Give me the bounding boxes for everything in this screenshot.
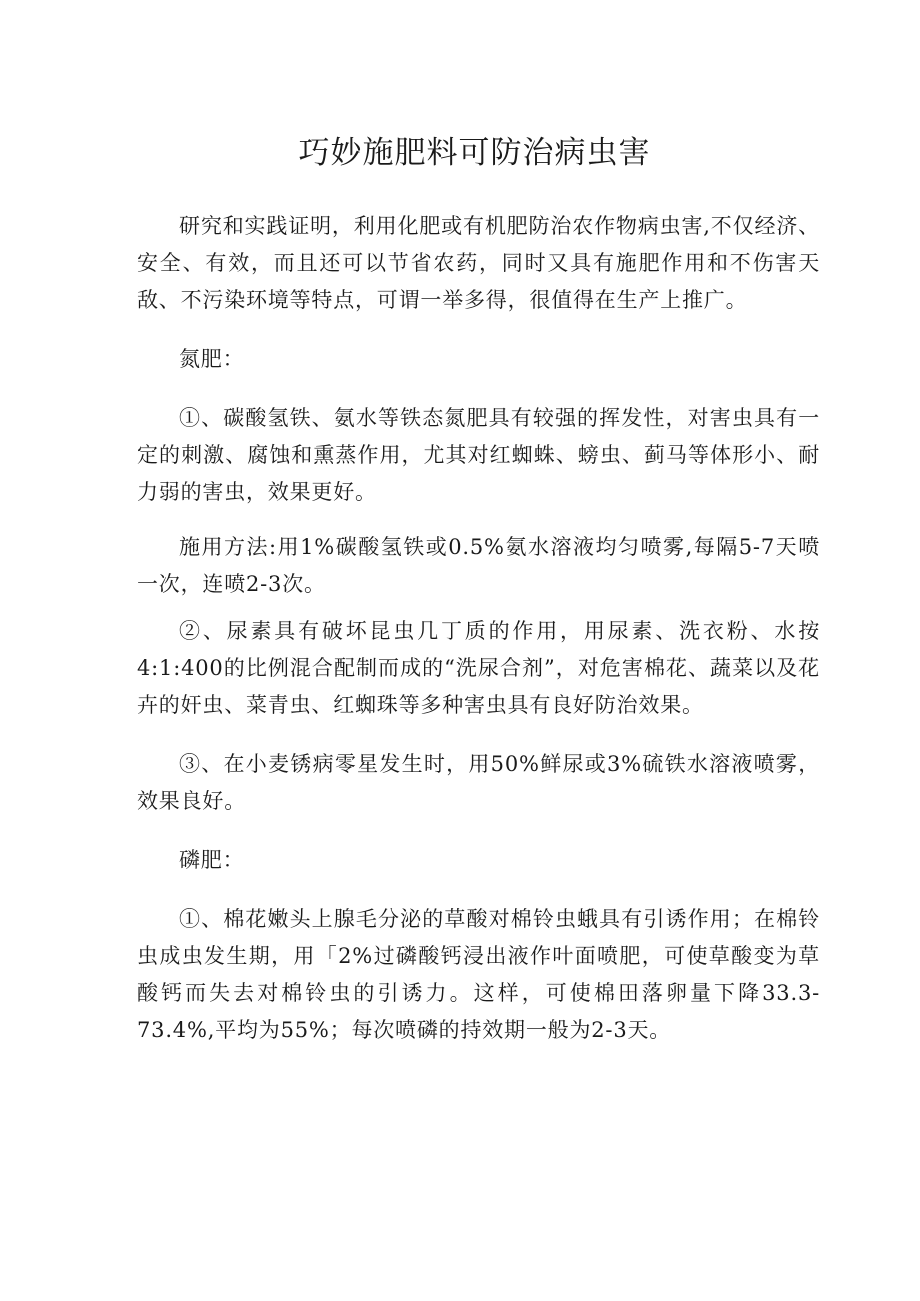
paragraph-application-method: 施用方法:用1%碳酸氢铁或0.5%氨水溶液均匀喷雾,每隔5-7天喷一次，连喷2-3次。 xyxy=(137,535,820,596)
heading-phosphorus: 磷肥： xyxy=(179,848,245,872)
document-title: 巧妙施肥料可防治病虫害 xyxy=(298,135,651,171)
paragraph-nitrogen-2: ②、尿素具有破坏昆虫几丁质的作用，用尿素、洗衣粉、水按4:1:400的比例混合配制而成的“洗尿合剂”，对危害棉花、蔬菜以及花卉的奸虫、菜青虫、红蜘珠等多种害虫具有良好防治效果。 xyxy=(137,619,820,717)
paragraph-phosphorus-1: ①、棉花嫩头上腺毛分泌的草酸对棉铃虫蛾具有引诱作用；在棉铃虫成虫发生期，用「2%过磷酸钙浸出液作叶面喷肥，可使草酸变为草酸钙而失去对棉铃虫的引诱力。这样，可使棉田落卵量下降33.3-73.4%,平均为55%；每次喷磷的持效期一般为2-3天。 xyxy=(137,907,820,1042)
paragraph-intro: 研究和实践证明，利用化肥或有机肥防治农作物病虫害,不仅经济、安全、有效，而且还可以节省农药，同时又具有施肥作用和不伤害天敌、不污染环境等特点，可谓一举多得，很值得在生产上推广。 xyxy=(137,214,820,312)
paragraph-nitrogen-3: ③、在小麦锈病零星发生时，用50%鲜尿或3%硫铁水溶液喷雾，效果良好。 xyxy=(137,752,820,813)
heading-nitrogen: 氮肥： xyxy=(179,347,245,371)
paragraph-nitrogen-1: ①、碳酸氢铁、氨水等铁态氮肥具有较强的挥发性，对害虫具有一定的刺激、腐蚀和熏蒸作用，尤其对红蜘蛛、螃虫、蓟马等体形小、耐力弱的害虫，效果更好。 xyxy=(137,406,820,504)
